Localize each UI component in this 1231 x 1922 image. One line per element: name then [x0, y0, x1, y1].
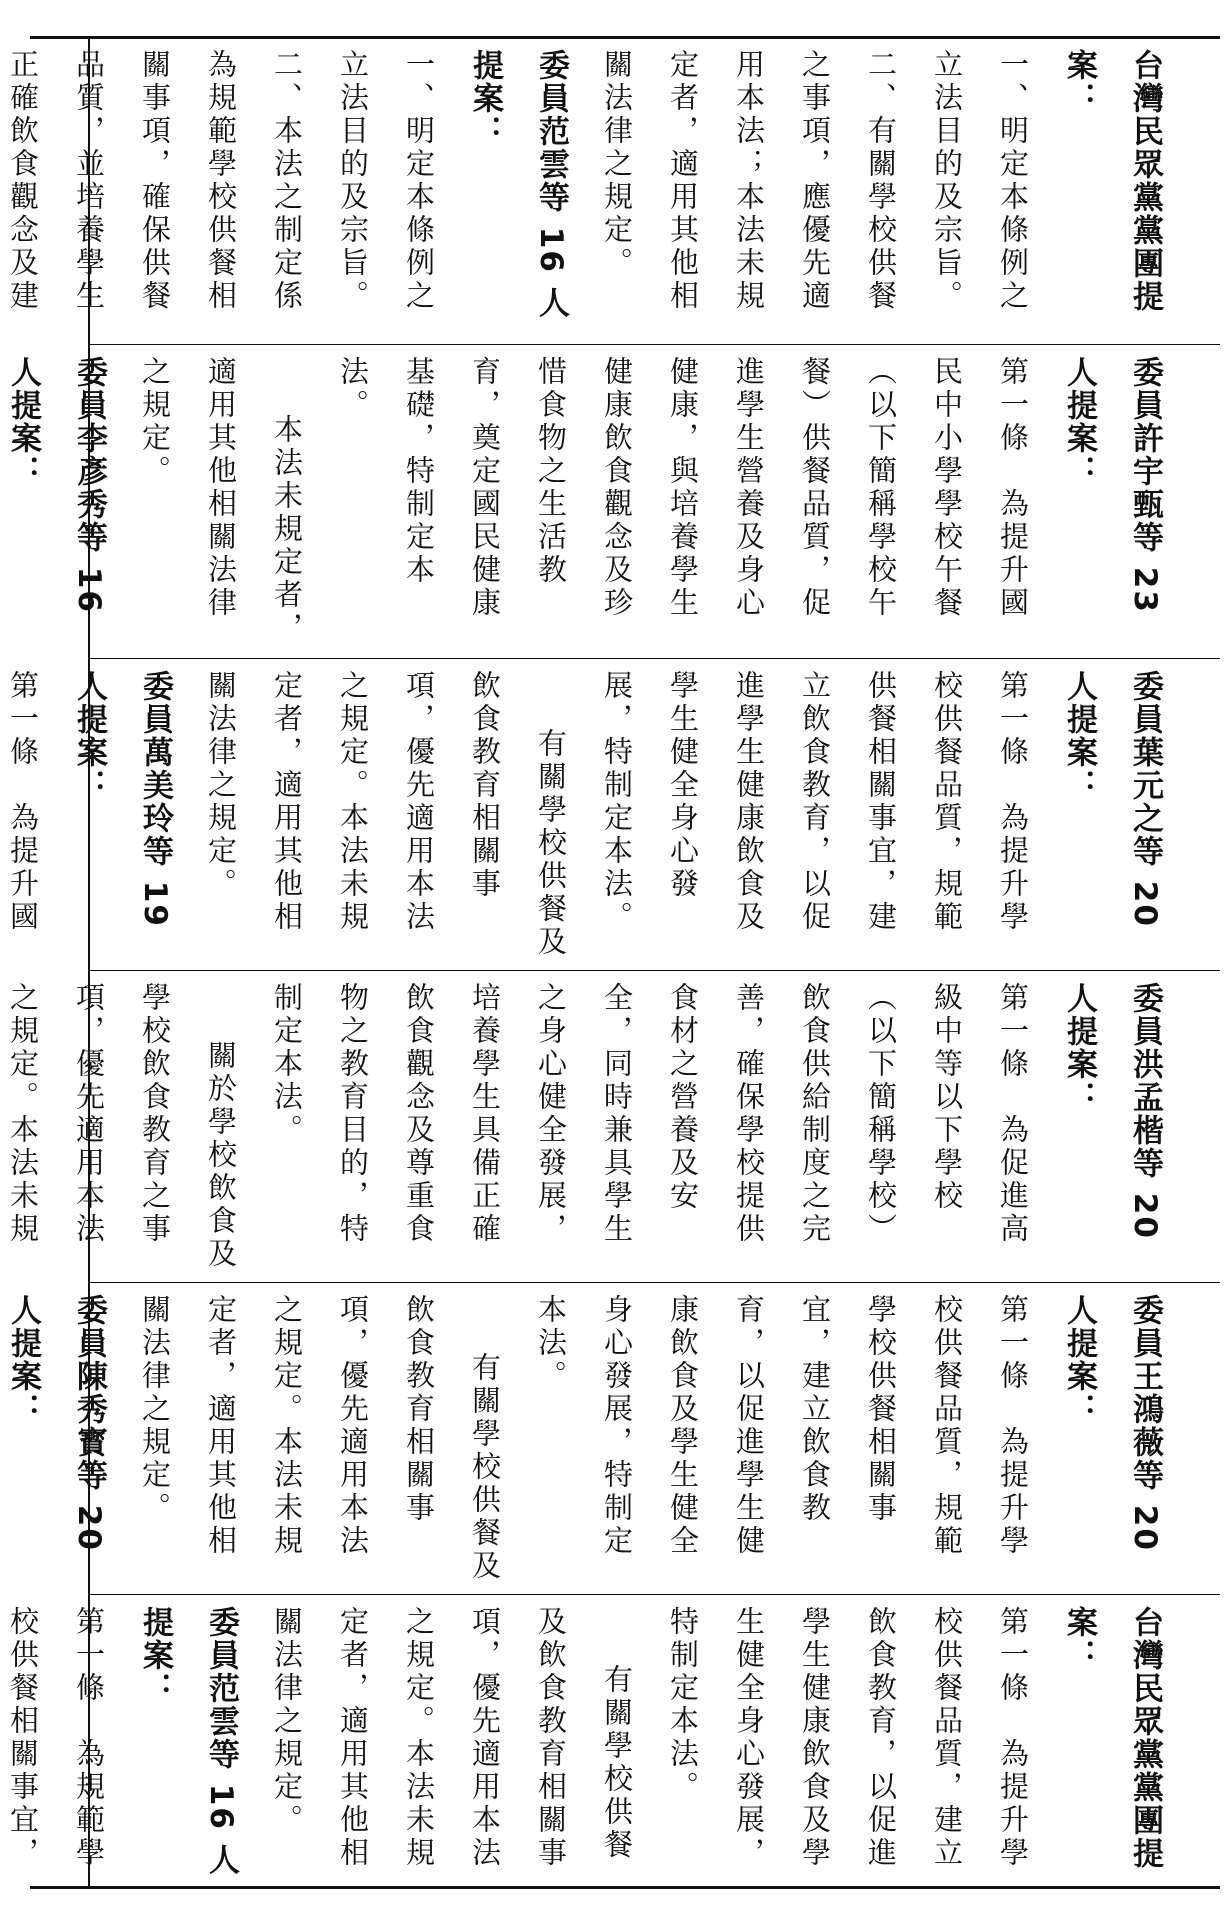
row-divider — [90, 344, 1220, 345]
proposer-heading: 委員葉元之等 20 人提案： — [1061, 670, 1163, 928]
article-paragraph: 二、本法之制定係為規範學校供餐相關事項，確保供餐品質，並培養學生正確飲食觀念及建 — [6, 49, 304, 313]
row-content — [0, 972, 1218, 1282]
proposer-heading: 委員洪孟楷等 20 人提案： — [1061, 982, 1163, 1240]
article-paragraph: 第一條 為提升國 — [6, 670, 40, 934]
proposer-heading: 委員范雲等 16 人提案： — [467, 49, 569, 320]
row-divider — [90, 658, 1220, 659]
proposer-heading: 委員陳秀寳等 20 人提案： — [5, 1294, 107, 1552]
row-content — [0, 660, 1218, 970]
row-content — [0, 346, 1218, 658]
article-paragraph: 第一條 為提升學校供餐品質，規範學校供餐相關事宜，建立飲食教育，以促進學生健康飲食及學生健全身心發展，特制定本法。 — [534, 1294, 1030, 1558]
row-divider — [90, 970, 1220, 971]
proposer-heading: 委員萬美玲等 19 人提案： — [71, 670, 173, 928]
proposer-heading: 台灣民眾黨黨團提案： — [1061, 1606, 1163, 1870]
row-content — [0, 39, 1218, 344]
row-divider — [90, 1594, 1220, 1595]
row-content — [0, 1284, 1218, 1594]
article-paragraph: 一、明定本條例之立法目的及宗旨。 — [930, 49, 1030, 313]
proposer-heading: 委員王鴻薇等 20 人提案： — [1061, 1294, 1163, 1552]
article-paragraph: 有關學校供餐及飲食教育相關事項，優先適用本法之規定。本法未規定者，適用其他相關法律之規定。 — [204, 670, 568, 959]
article-paragraph: 第一條 為促進高級中等以下學校（以下簡稱學校）飲食供給制度之完善，確保學校提供食材之營養及安全，同時兼具學生之身心健全發展，培養學生具備正確飲食觀念及尊重食物之教育目的，特制定本法。 — [270, 982, 1030, 1246]
proposal-row-3 — [6, 972, 1218, 1282]
proposal-row-4 — [6, 660, 1218, 970]
article-paragraph: 二、有關學校供餐之事項，應優先適用本法；本法未規定者，適用其他相關法律之規定。 — [600, 49, 898, 313]
article-paragraph: 本法未規定者，適用其他相關法律之規定。 — [138, 356, 304, 645]
article-paragraph: 有關學校供餐及飲食教育相關事項，優先適用本法之規定。本法未規定者，適用其他相關法律之規定。 — [270, 1606, 634, 1870]
proposer-heading: 台灣民眾黨黨團提案： — [1061, 49, 1163, 313]
article-paragraph: 第一條 為提升學校供餐品質，建立飲食教育，以促進學生健康飲食及學生健全身心發展，特制定本法。 — [666, 1606, 1030, 1870]
article-paragraph: 有關學校供餐及飲食教育相關事項，優先適用本法之規定。本法未規定者，適用其他相關法律之規定。 — [138, 1294, 502, 1583]
proposer-heading: 委員范雲等 16 人提案： — [137, 1606, 239, 1877]
explanation-row — [6, 39, 1218, 344]
proposer-heading: 委員李彥秀等 16 人提案： — [5, 356, 107, 614]
article-paragraph: 第一條 為提升國民中小學學校午餐（以下簡稱學校午餐）供餐品質，促進學生營養及身心健康，與培養學生健康飲食觀念及珍惜食物之生活教育，奠定國民健康基礎，特制定本法。 — [336, 356, 1030, 620]
row-content — [0, 1596, 1218, 1886]
proposal-row-5 — [5, 346, 1218, 658]
row-divider — [90, 1282, 1220, 1283]
proposer-heading: 委員許宇甄等 23 人提案： — [1061, 356, 1163, 614]
article-paragraph: 第一條 為規範學校供餐相關事宜， — [6, 1606, 106, 1870]
proposal-row-1 — [6, 1596, 1218, 1886]
article-paragraph: 第一條 為提升學校供餐品質，規範供餐相關事宜，建立飲食教育，以促進學生健康飲食及學生健全身心發展，特制定本法。 — [600, 670, 1030, 934]
bottom-rule — [30, 1886, 1220, 1889]
proposal-row-2 — [5, 1284, 1218, 1594]
article-paragraph: 關於學校飲食及學校飲食教育之事項，優先適用本法之規定。本法未規 — [6, 982, 238, 1271]
article-paragraph: 一、明定本條例之立法目的及宗旨。 — [336, 49, 436, 313]
